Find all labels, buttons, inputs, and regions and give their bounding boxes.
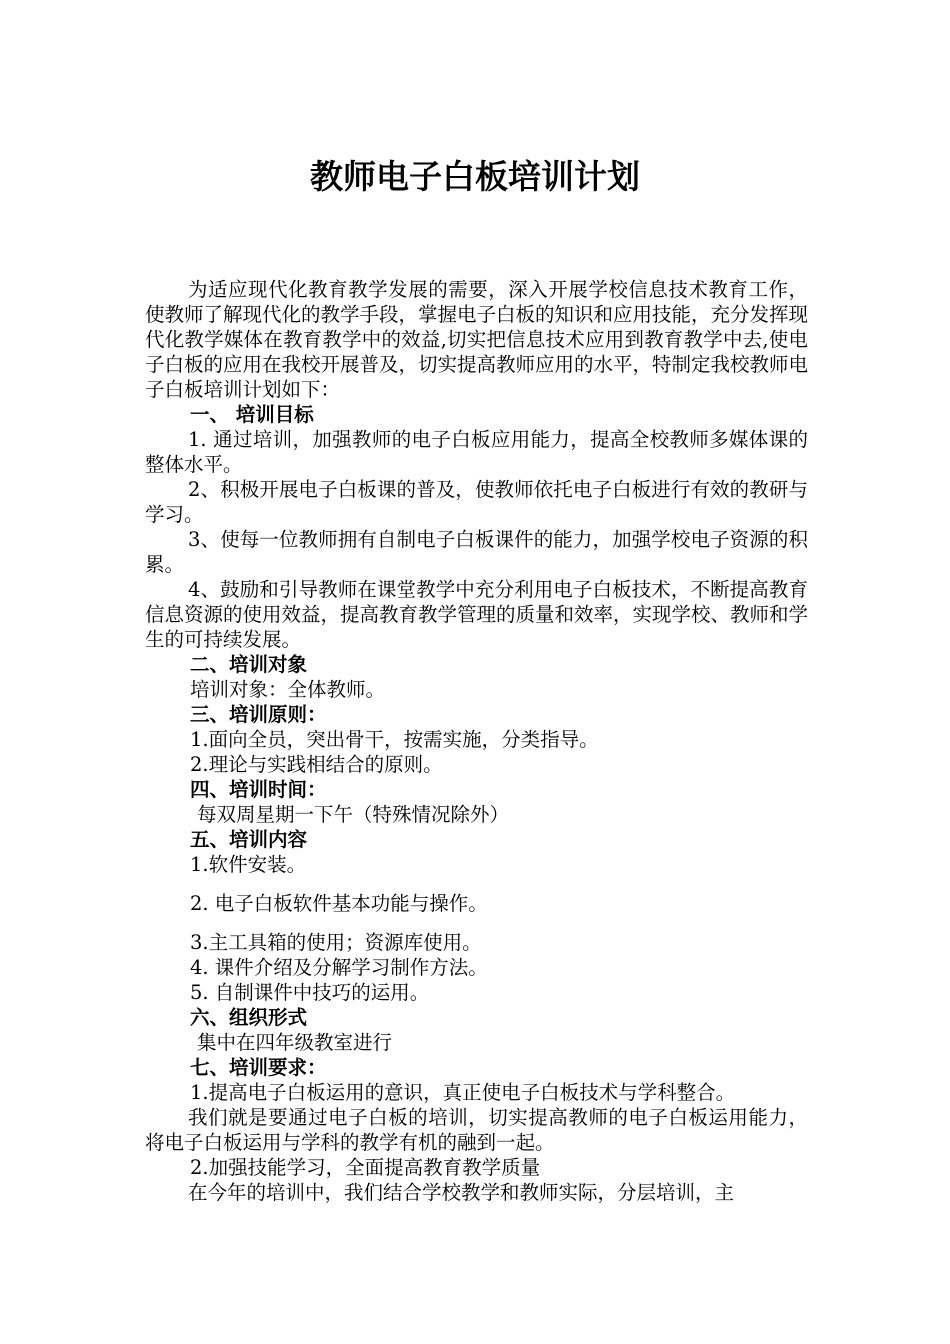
form-text: 集中在四年级教室进行 [197, 1031, 393, 1054]
section-heading-content: 五、培训内容 [190, 828, 308, 851]
goal-item: 3、使每一位教师拥有自制电子白板课件的能力，加强学校电子资源的积累。 [145, 528, 808, 576]
target-text: 培训对象：全体教师。 [190, 678, 386, 701]
goal-item: 2、积极开展电子白板课的普及，使教师依托电子白板进行有效的教研与学习。 [145, 478, 808, 526]
section-heading-target: 二、培训对象 [190, 653, 308, 676]
principle-item: 2.理论与实践相结合的原则。 [190, 753, 443, 776]
document-title: 教师电子白板培训计划 [310, 157, 640, 196]
content-item: 5. 自制课件中技巧的运用。 [190, 981, 430, 1004]
section-heading-form: 六、组织形式 [190, 1006, 308, 1029]
requirement-detail: 我们就是要通过电子白板的培训，切实提高教师的电子白板运用能力，将电子白板运用与学科的教学有机的融到一起。 [145, 1106, 808, 1154]
goal-item: 4、鼓励和引导教师在课堂教学中充分利用电子白板技术，不断提高教育信息资源的使用效益，提高教育教学管理的质量和效率，实现学校、教师和学生的可持续发展。 [145, 578, 809, 651]
section-heading-goals: 一、 培训目标 [190, 403, 314, 426]
content-item: 4. 课件介绍及分解学习制作方法。 [190, 956, 488, 979]
requirement-detail: 在今年的培训中，我们结合学校教学和教师实际，分层培训，主 [188, 1181, 735, 1204]
section-heading-requirements: 七、培训要求： [190, 1056, 327, 1079]
principle-item: 1.面向全员，突出骨干，按需实施，分类指导。 [190, 728, 599, 751]
content-item: 1.软件安装。 [190, 853, 307, 876]
goal-item: 1. 通过培训，加强教师的电子白板应用能力，提高全校教师多媒体课的整体水平。 [145, 428, 808, 476]
document-body [145, 277, 808, 1205]
requirement-item: 1.提高电子白板运用的意识，真正使电子白板技术与学科整合。 [190, 1081, 736, 1104]
section-heading-time: 四、培训时间： [190, 778, 327, 801]
content-item: 2. 电子白板软件基本功能与操作。 [190, 892, 488, 915]
intro-paragraph: 为适应现代化教育教学发展的需要，深入开展学校信息技术教育工作，使教师了解现代化的教学手段，掌握电子白板的知识和应用技能，充分发挥现代化教学媒体在教育教学中的效益,切实把信息技术应用到教育教学中去,使电子白板的应用在我校开展普及，切实提高教师应用的水平，特制定我校教师电子白板培训计划如下： [145, 278, 809, 401]
requirement-item: 2.加强技能学习，全面提高教育教学质量 [190, 1156, 541, 1179]
time-text: 每双周星期一下午（特殊情况除外） [197, 803, 510, 826]
section-heading-principles: 三、培训原则： [190, 703, 327, 726]
content-item: 3.主工具箱的使用；资源库使用。 [190, 931, 482, 954]
